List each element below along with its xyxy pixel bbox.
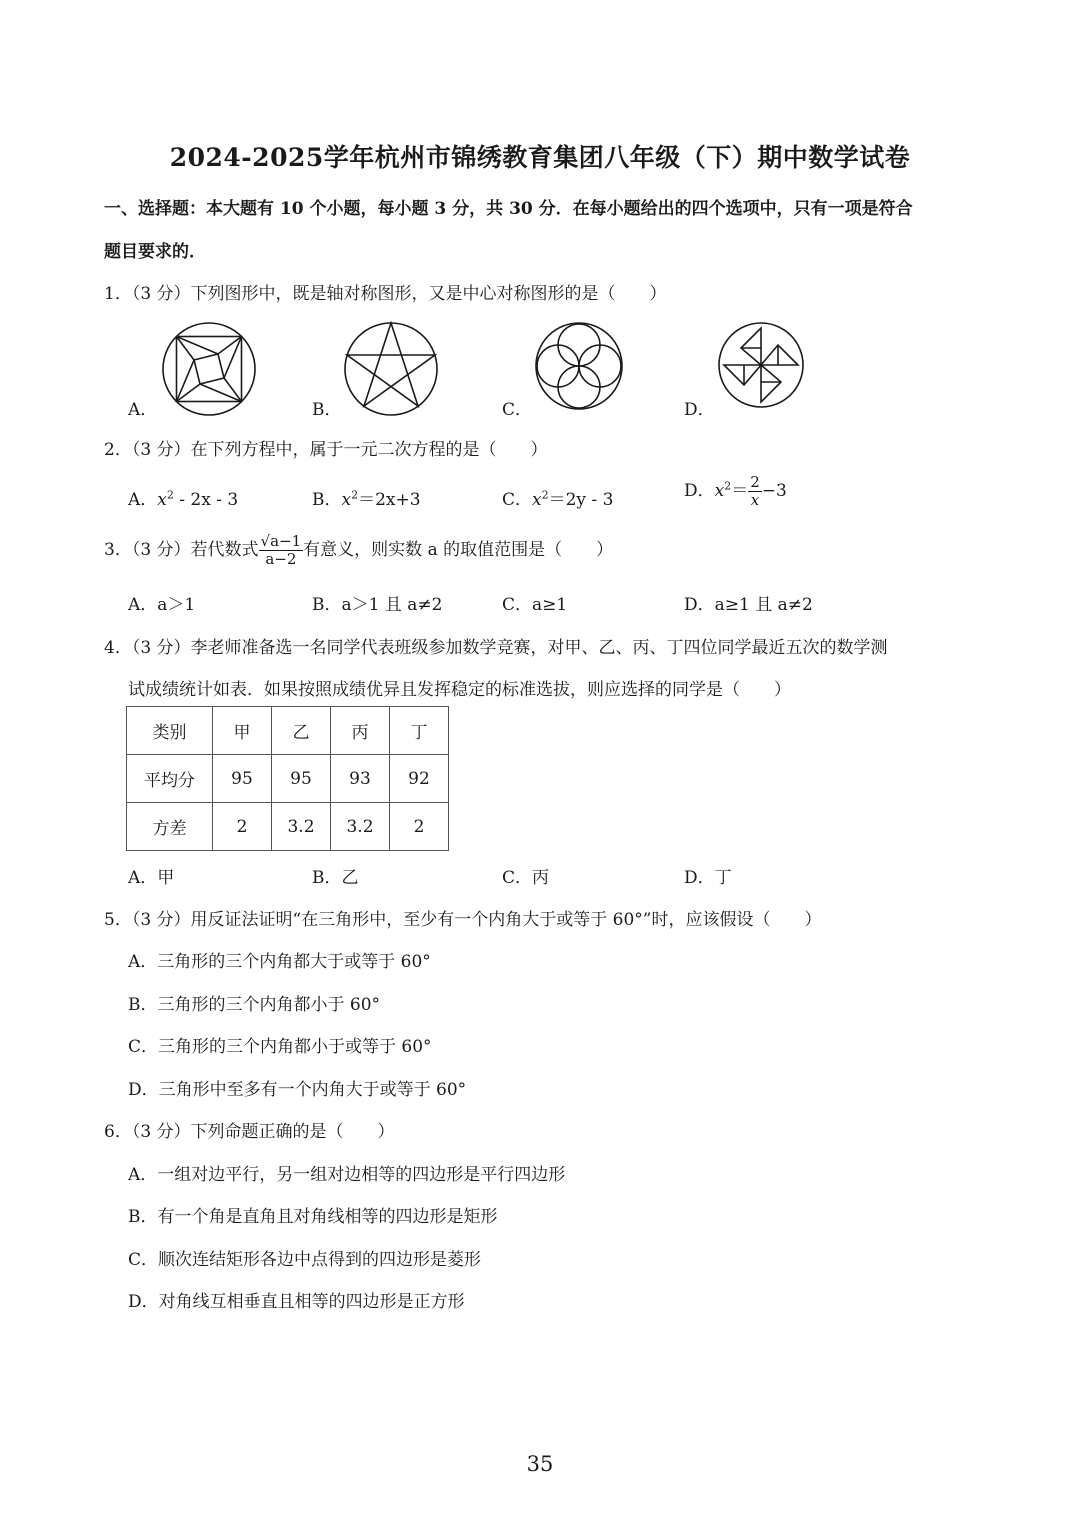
table-cell: 甲 bbox=[213, 707, 272, 755]
table-cell: 92 bbox=[390, 755, 449, 803]
table-cell: 2 bbox=[390, 803, 449, 851]
q5-option-d: D．三角形中至多有一个内角大于或等于 60° bbox=[128, 1080, 467, 1100]
table-header-row bbox=[127, 707, 449, 755]
q4-option-b: B．乙 bbox=[312, 868, 359, 888]
q2-option-d: D．$x^2=$ $\frac{2}{x}$ −3 bbox=[684, 473, 787, 509]
q3-option-c: C．a≥1 bbox=[502, 595, 568, 615]
table-cell: 平均分 bbox=[127, 755, 213, 803]
q1-option-b-label: B． bbox=[312, 400, 342, 420]
figure-b-pentagram bbox=[342, 320, 440, 418]
question-5-text: 5．（3 分）用反证法证明“在三角形中，至少有一个内角大于或等于 60°”时，应该假设（ ） bbox=[104, 910, 822, 930]
figure-a-square-pinwheel bbox=[160, 320, 258, 418]
q3-option-a: A．a＞1 bbox=[128, 595, 196, 615]
table-cell: 3.2 bbox=[331, 803, 390, 851]
page-title: 2024-2025学年杭州市锦绣教育集团八年级（下）期中数学试卷 bbox=[169, 143, 911, 172]
table-row bbox=[127, 755, 449, 803]
table-cell: 丙 bbox=[331, 707, 390, 755]
question-4-text-line2: 试成绩统计如表．如果按照成绩优异且发挥稳定的标准选拔，则应选择的同学是（ ） bbox=[128, 680, 791, 700]
q6-option-b: B．有一个角是直角且对角线相等的四边形是矩形 bbox=[128, 1207, 498, 1227]
table-cell: 乙 bbox=[272, 707, 331, 755]
q3-fraction: $\frac{√a-1}{a-2}$ bbox=[260, 532, 302, 568]
q4-option-d: D．丁 bbox=[684, 868, 732, 888]
q2-option-c: C．$x^2=2y - 3$ bbox=[502, 488, 614, 510]
table-cell: 类别 bbox=[127, 707, 213, 755]
q2-d-fraction: $\frac{2}{x}$ bbox=[750, 473, 760, 509]
figure-d-windmill bbox=[716, 320, 806, 410]
question-2-text: 2．（3 分）在下列方程中，属于一元二次方程的是（ ） bbox=[104, 440, 548, 460]
table-cell: 95 bbox=[272, 755, 331, 803]
score-table bbox=[126, 706, 449, 851]
q1-option-d-label: D． bbox=[684, 400, 715, 420]
table-cell: 2 bbox=[213, 803, 272, 851]
q2-option-d-label: D． bbox=[684, 481, 715, 501]
q5-option-b: B．三角形的三个内角都小于 60° bbox=[128, 995, 381, 1015]
q3-option-b: B．a＞1 且 a≠2 bbox=[312, 595, 443, 615]
q2-option-a-label: A． bbox=[128, 490, 158, 510]
q3-option-d: D．a≥1 且 a≠2 bbox=[684, 595, 813, 615]
q1-option-a-label: A． bbox=[128, 400, 158, 420]
table-cell: 方差 bbox=[127, 803, 213, 851]
section-heading-line1: 一、选择题：本大题有 10 个小题，每小题 3 分，共 30 分．在每小题给出的四个选项中，只有一项是符合 bbox=[104, 199, 913, 219]
q2-option-b-label: B． bbox=[312, 490, 342, 510]
q2-option-a: A．$x^2 - 2x - 3$ bbox=[128, 488, 239, 510]
section-heading-line2: 题目要求的． bbox=[104, 242, 206, 262]
table-cell: 3.2 bbox=[272, 803, 331, 851]
figure-c-four-circles bbox=[533, 320, 625, 412]
q2-option-b: B．$x^2=2x+3$ bbox=[312, 488, 421, 510]
q4-option-a: A．甲 bbox=[128, 868, 175, 888]
q4-option-c: C．丙 bbox=[502, 868, 550, 888]
question-3-text: 3．（3 分）若代数式 $\frac{√a-1}{a-2}$ 有意义，则实数 a 的取值范围是（ ） bbox=[104, 532, 614, 568]
question-4-text-line1: 4．（3 分）李老师准备选一名同学代表班级参加数学竞赛，对甲、乙、丙、丁四位同学最近五次的数学测 bbox=[104, 638, 888, 658]
table-row bbox=[127, 803, 449, 851]
q5-option-a: A．三角形的三个内角都大于或等于 60° bbox=[128, 952, 431, 972]
table-cell: 95 bbox=[213, 755, 272, 803]
question-6-text: 6．（3 分）下列命题正确的是（ ） bbox=[104, 1122, 395, 1142]
q6-option-d: D．对角线互相垂直且相等的四边形是正方形 bbox=[128, 1292, 465, 1312]
q2-option-c-label: C． bbox=[502, 490, 533, 510]
q1-option-c-label: C． bbox=[502, 400, 533, 420]
question-1-text: 1．（3 分）下列图形中，既是轴对称图形，又是中心对称图形的是（ ） bbox=[104, 284, 667, 304]
page-number: 35 bbox=[526, 1452, 554, 1476]
q5-option-c: C．三角形的三个内角都小于或等于 60° bbox=[128, 1037, 432, 1057]
table-cell: 93 bbox=[331, 755, 390, 803]
table-cell: 丁 bbox=[390, 707, 449, 755]
q6-option-a: A．一组对边平行，另一组对边相等的四边形是平行四边形 bbox=[128, 1165, 566, 1185]
q6-option-c: C．顺次连结矩形各边中点得到的四边形是菱形 bbox=[128, 1250, 482, 1270]
